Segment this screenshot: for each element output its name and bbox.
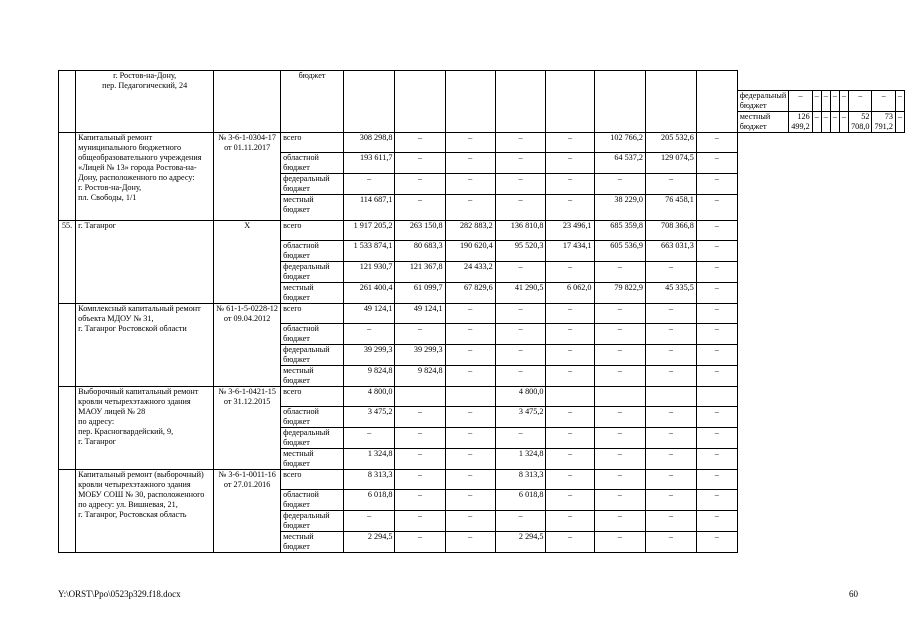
cell-funding-source: федеральный бюджет — [737, 91, 789, 112]
cell-year-6: 73 791,2 — [872, 112, 895, 133]
cell-year-6: – — [646, 470, 697, 490]
cell-year-2: – — [821, 91, 830, 112]
cell-year-7: – — [696, 262, 737, 283]
cell-item-number — [646, 71, 697, 133]
cell-year-1: – — [395, 133, 445, 153]
cell-year-1: 121 367,8 — [395, 262, 445, 283]
cell-year-6: – — [646, 490, 697, 511]
cell-year-7: – — [696, 221, 737, 241]
cell-year-3: 1 324,8 — [495, 449, 546, 470]
cell-year-4: – — [546, 153, 594, 174]
cell-object-name: Выборочный капитальный ремонт кровли четырехэтажного здания МАОУ лицей № 28 по адресу: пер. Красногвардейский, 9, г. Таганрог — [76, 387, 214, 470]
cell-year-7: – — [696, 449, 737, 470]
cell-year-4: – — [546, 470, 594, 490]
cell-year-7: – — [895, 91, 904, 112]
cell-funding-source: областной бюджет — [281, 241, 344, 262]
cell-year-2: – — [445, 428, 495, 449]
table-body — [59, 71, 905, 553]
cell-year-2 — [445, 387, 495, 407]
cell-year-5: 79 822,9 — [594, 283, 645, 304]
cell-year-1: 263 150,8 — [395, 221, 445, 241]
cell-item-number — [696, 71, 737, 133]
cell-funding-source: всего — [281, 387, 344, 407]
cell-year-3: 136 810,8 — [495, 221, 546, 241]
cell-year-1: – — [395, 174, 445, 195]
cell-year-1: 80 683,3 — [395, 241, 445, 262]
cell-year-5: – — [594, 407, 645, 428]
cell-year-5: – — [594, 174, 645, 195]
cell-year-2: – — [445, 174, 495, 195]
cell-funding-source: областной бюджет — [281, 407, 344, 428]
cell-total: 1 324,8 — [343, 449, 394, 470]
cell-year-3: 6 018,8 — [495, 490, 546, 511]
cell-year-7: – — [696, 511, 737, 532]
cell-year-2: – — [445, 195, 495, 221]
cell-funding-source: федеральный бюджет — [281, 262, 344, 283]
cell-total: 114 687,1 — [343, 195, 394, 221]
cell-year-5 — [594, 387, 645, 407]
cell-year-4: – — [546, 262, 594, 283]
cell-year-6: – — [646, 366, 697, 387]
cell-year-3: – — [495, 262, 546, 283]
cell-year-2: 282 883,2 — [445, 221, 495, 241]
cell-year-7: – — [696, 283, 737, 304]
cell-year-4: 6 062,0 — [546, 283, 594, 304]
cell-year-3: – — [495, 366, 546, 387]
cell-funding-source: областной бюджет — [281, 153, 344, 174]
cell-year-1: – — [395, 324, 445, 345]
cell-year-3: – — [495, 511, 546, 532]
cell-year-7: – — [696, 324, 737, 345]
cell-total: 4 800,0 — [343, 387, 394, 407]
cell-year-1: – — [395, 428, 445, 449]
cell-year-4: – — [546, 345, 594, 366]
cell-year-5: 605 536,9 — [594, 241, 645, 262]
cell-year-4 — [546, 387, 594, 407]
table-row — [59, 304, 905, 324]
cell-funding-source: всего — [281, 133, 344, 153]
cell-year-2: – — [445, 345, 495, 366]
cell-year-2: – — [445, 304, 495, 324]
cell-funding-source: всего — [281, 221, 344, 241]
cell-year-6: – — [646, 324, 697, 345]
cell-item-number — [343, 71, 394, 133]
cell-funding-source: федеральный бюджет — [281, 511, 344, 532]
cell-year-6: – — [646, 304, 697, 324]
cell-permit: № 3-6-1-0421-15 от 31.12.2015 — [214, 387, 281, 470]
cell-year-4: – — [546, 133, 594, 153]
cell-year-6: – — [646, 428, 697, 449]
cell-year-2: – — [445, 133, 495, 153]
cell-year-5: – — [594, 532, 645, 553]
cell-year-6: 708 366,8 — [646, 221, 697, 241]
cell-item-number: г. Ростов-на-Дону, пер. Педагогический, 24 — [76, 71, 214, 133]
table-row — [59, 133, 905, 153]
cell-item-number — [59, 470, 76, 553]
cell-item-number — [59, 387, 76, 470]
cell-year-7: – — [696, 470, 737, 490]
cell-year-4: – — [546, 511, 594, 532]
cell-year-1: 39 299,3 — [395, 345, 445, 366]
cell-year-3: 2 294,5 — [495, 532, 546, 553]
cell-year-2: 24 433,2 — [445, 262, 495, 283]
cell-year-6: – — [646, 532, 697, 553]
budget-table — [58, 70, 905, 553]
footer-file-path: Y:\ORST\Ppo\0523p329.f18.docx — [58, 589, 181, 599]
cell-year-6 — [646, 387, 697, 407]
cell-year-1: – — [812, 112, 821, 133]
cell-year-4: – — [546, 304, 594, 324]
cell-year-7: – — [696, 153, 737, 174]
cell-total: 8 313,3 — [343, 470, 394, 490]
cell-year-3: – — [495, 304, 546, 324]
cell-funding-source: местный бюджет — [281, 366, 344, 387]
cell-year-7: – — [895, 112, 904, 133]
table-row — [59, 71, 905, 91]
cell-year-3: – — [495, 345, 546, 366]
cell-permit: № 3-6-1-0304-17 от 01.11.2017 — [214, 133, 281, 221]
cell-year-4: – — [546, 324, 594, 345]
cell-funding-source: федеральный бюджет — [281, 345, 344, 366]
table-row — [59, 221, 905, 241]
cell-year-3: 3 475,2 — [495, 407, 546, 428]
cell-funding-source: местный бюджет — [281, 195, 344, 221]
cell-year-3: – — [495, 428, 546, 449]
cell-year-5: 38 229,0 — [594, 195, 645, 221]
cell-year-5: 685 359,8 — [594, 221, 645, 241]
cell-year-5: – — [594, 345, 645, 366]
cell-total: 6 018,8 — [343, 490, 394, 511]
cell-total: 2 294,5 — [343, 532, 394, 553]
cell-total: 49 124,1 — [343, 304, 394, 324]
cell-year-6: – — [646, 407, 697, 428]
cell-year-4: – — [546, 174, 594, 195]
cell-year-7: – — [696, 345, 737, 366]
cell-year-1: 61 099,7 — [395, 283, 445, 304]
cell-total: 39 299,3 — [343, 345, 394, 366]
cell-funding-source: местный бюджет — [281, 532, 344, 553]
cell-year-1: – — [395, 532, 445, 553]
cell-year-1: 49 124,1 — [395, 304, 445, 324]
cell-item-number — [495, 71, 546, 133]
cell-year-2: – — [445, 366, 495, 387]
cell-year-4: – — [839, 91, 848, 112]
cell-funding-source: всего — [281, 304, 344, 324]
cell-item-number: 55. — [59, 221, 76, 304]
cell-total: 261 400,4 — [343, 283, 394, 304]
cell-year-4: 23 496,1 — [546, 221, 594, 241]
cell-year-3: 95 520,3 — [495, 241, 546, 262]
cell-year-3: – — [830, 91, 839, 112]
cell-year-5: – — [594, 470, 645, 490]
cell-year-2: – — [445, 407, 495, 428]
cell-year-5: – — [594, 304, 645, 324]
cell-total: 1 533 874,1 — [343, 241, 394, 262]
cell-year-1: – — [395, 511, 445, 532]
cell-item-number — [59, 133, 76, 221]
cell-year-6: 76 458,1 — [646, 195, 697, 221]
cell-total: – — [343, 428, 394, 449]
cell-total: 9 824,8 — [343, 366, 394, 387]
cell-year-2: 67 829,6 — [445, 283, 495, 304]
cell-year-3: 8 313,3 — [495, 470, 546, 490]
cell-funding-source: федеральный бюджет — [281, 428, 344, 449]
cell-year-7: – — [696, 407, 737, 428]
cell-year-3: – — [495, 174, 546, 195]
cell-year-4: 17 434,1 — [546, 241, 594, 262]
cell-year-1: – — [395, 407, 445, 428]
cell-year-1 — [395, 387, 445, 407]
cell-total: – — [343, 511, 394, 532]
cell-year-4: – — [546, 195, 594, 221]
cell-year-5: – — [594, 428, 645, 449]
cell-year-3: – — [495, 153, 546, 174]
cell-object-name: Капитальный ремонт муниципального бюджетного общеобразовательного учреждения «Лицей № 13» города Ростова-на-Дону, расположенного по адресу: г. Ростов-на-Дону, пл. Свободы, 1/1 — [76, 133, 214, 221]
cell-year-1: 9 824,8 — [395, 366, 445, 387]
cell-object-name: г. Таганрог — [76, 221, 214, 304]
cell-year-1: – — [395, 490, 445, 511]
cell-year-4: – — [546, 532, 594, 553]
cell-year-3: – — [495, 324, 546, 345]
cell-total: 121 930,7 — [343, 262, 394, 283]
cell-year-3: 4 800,0 — [495, 387, 546, 407]
cell-year-6: 129 074,5 — [646, 153, 697, 174]
cell-year-5: – — [594, 324, 645, 345]
cell-item-number — [395, 71, 445, 133]
cell-total: – — [789, 91, 812, 112]
cell-year-7: – — [696, 133, 737, 153]
cell-year-1: – — [812, 91, 821, 112]
cell-year-3: – — [495, 195, 546, 221]
cell-year-4: – — [546, 449, 594, 470]
cell-funding-source: областной бюджет — [281, 490, 344, 511]
cell-year-1: – — [395, 195, 445, 221]
cell-year-1: – — [395, 153, 445, 174]
cell-item-number — [594, 71, 645, 133]
cell-year-6: – — [646, 262, 697, 283]
cell-funding-source: местный бюджет — [737, 112, 789, 133]
cell-year-2: – — [445, 153, 495, 174]
cell-year-6: – — [646, 345, 697, 366]
cell-year-2: – — [445, 511, 495, 532]
cell-year-5: – — [849, 91, 872, 112]
cell-year-5: 64 537,2 — [594, 153, 645, 174]
footer-page-number: 60 — [849, 589, 858, 599]
cell-item-number — [214, 71, 281, 133]
cell-permit: № 3-6-1-0011-16 от 27.01.2016 — [214, 470, 281, 553]
cell-year-7 — [696, 387, 737, 407]
cell-year-2: – — [445, 532, 495, 553]
cell-item-number — [59, 304, 76, 387]
cell-year-6: 205 532,6 — [646, 133, 697, 153]
cell-year-7: – — [696, 490, 737, 511]
cell-permit: Х — [214, 221, 281, 304]
cell-object-name: Комплексный капитальный ремонт объекта МДОУ № 31, г. Таганрог Ростовской области — [76, 304, 214, 387]
cell-year-5: – — [594, 449, 645, 470]
cell-item-number — [546, 71, 594, 133]
cell-year-6: 45 335,5 — [646, 283, 697, 304]
cell-year-6: – — [872, 91, 895, 112]
cell-year-2: 190 620,4 — [445, 241, 495, 262]
cell-year-4: – — [839, 112, 848, 133]
cell-object-name: Капитальный ремонт (выборочный) кровли четырехэтажного здания МОБУ СОШ № 30, расположенного по адресу: ул. Вишневая, 21, г. Таганрог, Ростовская область — [76, 470, 214, 553]
cell-year-2: – — [445, 490, 495, 511]
cell-total: 193 611,7 — [343, 153, 394, 174]
cell-year-2: – — [445, 449, 495, 470]
cell-item-number: бюджет — [281, 71, 344, 133]
cell-funding-source: областной бюджет — [281, 324, 344, 345]
cell-year-7: – — [696, 532, 737, 553]
cell-funding-source: местный бюджет — [281, 283, 344, 304]
cell-total: 1 917 205,2 — [343, 221, 394, 241]
cell-year-4: – — [546, 490, 594, 511]
cell-year-7: – — [696, 428, 737, 449]
cell-funding-source: всего — [281, 470, 344, 490]
cell-year-5: 102 766,2 — [594, 133, 645, 153]
cell-year-3: 41 290,5 — [495, 283, 546, 304]
cell-year-1: – — [395, 449, 445, 470]
cell-year-6: – — [646, 449, 697, 470]
cell-year-6: – — [646, 511, 697, 532]
cell-year-5: – — [594, 511, 645, 532]
table-row — [59, 387, 905, 407]
cell-year-2: – — [445, 324, 495, 345]
cell-item-number — [59, 71, 76, 133]
cell-year-5: – — [594, 366, 645, 387]
cell-year-4: – — [546, 407, 594, 428]
cell-year-5: – — [594, 262, 645, 283]
cell-permit: № 61-1-5-0228-12 от 09.04.2012 — [214, 304, 281, 387]
cell-year-7: – — [696, 241, 737, 262]
cell-year-3: – — [495, 133, 546, 153]
cell-year-2: – — [821, 112, 830, 133]
table-row — [59, 470, 905, 490]
cell-total: 3 475,2 — [343, 407, 394, 428]
cell-year-6: 663 031,3 — [646, 241, 697, 262]
cell-funding-source: местный бюджет — [281, 449, 344, 470]
cell-total: 308 298,8 — [343, 133, 394, 153]
cell-year-1: – — [395, 470, 445, 490]
cell-year-6: – — [646, 174, 697, 195]
cell-funding-source: федеральный бюджет — [281, 174, 344, 195]
cell-year-7: – — [696, 195, 737, 221]
cell-item-number — [445, 71, 495, 133]
cell-total: – — [343, 324, 394, 345]
cell-year-2: – — [445, 470, 495, 490]
cell-year-3: – — [830, 112, 839, 133]
cell-year-5: – — [594, 490, 645, 511]
cell-year-7: – — [696, 366, 737, 387]
cell-total: 126 499,2 — [789, 112, 812, 133]
cell-year-7: – — [696, 304, 737, 324]
cell-year-5: 52 708,0 — [849, 112, 872, 133]
cell-year-7: – — [696, 174, 737, 195]
cell-year-4: – — [546, 366, 594, 387]
cell-year-4: – — [546, 428, 594, 449]
cell-total: – — [343, 174, 394, 195]
